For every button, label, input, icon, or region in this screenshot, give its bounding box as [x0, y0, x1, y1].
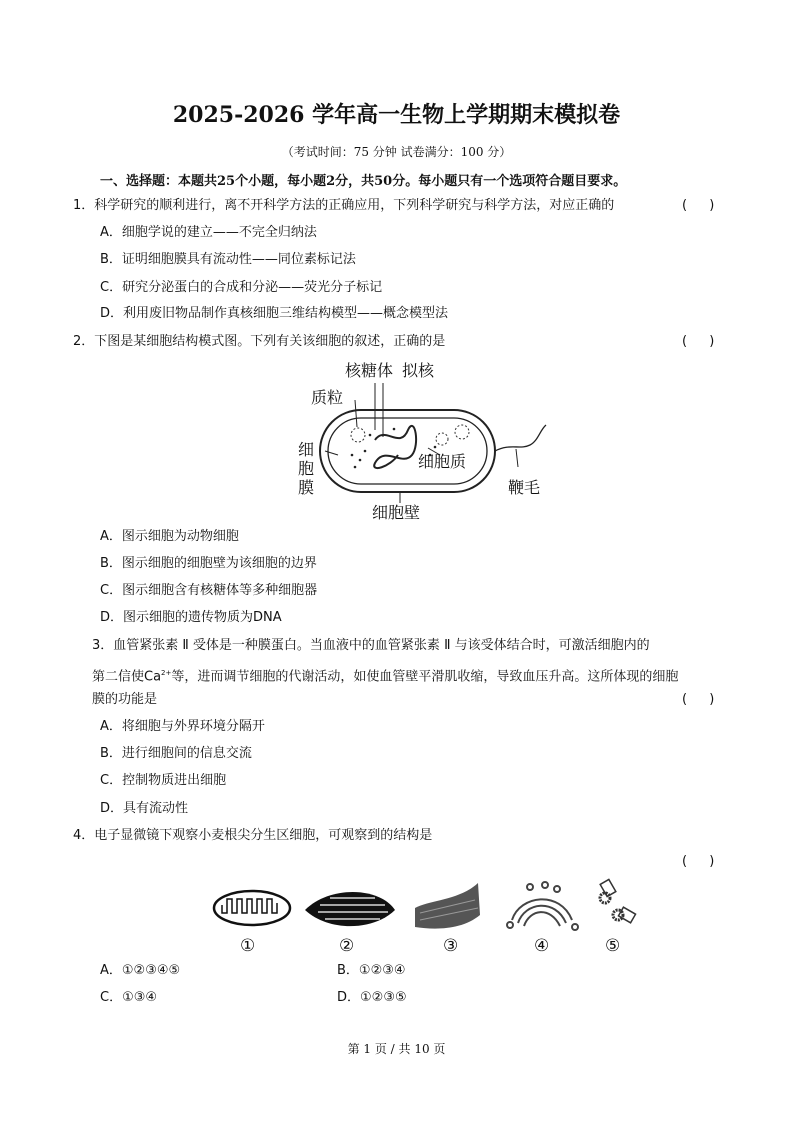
q2-option-b: B．图示细胞的细胞壁为该细胞的边界 — [100, 556, 317, 571]
q1-option-a: A．细胞学说的建立——不完全归纳法 — [100, 225, 317, 240]
q3-option-a: A．将细胞与外界环境分隔开 — [100, 719, 265, 734]
label-membrane: 膜 — [298, 478, 315, 497]
label-cytoplasm: 细胞质 — [418, 452, 467, 471]
question-4-stem: 4．电子显微镜下观察小麦根尖分生区细胞，可观察到的结构是 — [73, 828, 433, 843]
answer-paren: ( ) — [682, 334, 715, 349]
label-membrane: 胞 — [298, 459, 315, 478]
label-plasmid: 质粒 — [311, 388, 344, 407]
centriole-image — [600, 879, 636, 922]
q4-option-d: D．①②③⑤ — [337, 990, 407, 1005]
q4-option-a: A．①②③④⑤ — [100, 963, 181, 978]
exam-info: （考试时间：75 分钟 试卷满分：100 分） — [281, 145, 512, 159]
golgi-apparatus-image — [507, 882, 578, 930]
q1-option-d: D．利用废旧物品制作真核细胞三维结构模型——概念模型法 — [100, 306, 449, 321]
text: 第二信使Ca — [92, 669, 162, 685]
q3-option-d: D．具有流动性 — [100, 801, 189, 816]
label-5: ⑤ — [605, 936, 621, 956]
label-cell-wall: 细胞壁 — [372, 503, 421, 522]
question-1-stem: 1．科学研究的顺利进行，离不开科学方法的正确应用，下列科学研究与科学方法，对应正确的 — [73, 198, 615, 213]
organelle-images — [200, 875, 650, 935]
label-nucleoid: 拟核 — [402, 361, 435, 380]
q1-option-b: B．证明细胞膜具有流动性——同位素标记法 — [100, 252, 356, 267]
q4-option-b: B．①②③④ — [337, 963, 406, 978]
answer-paren: ( ) — [682, 692, 715, 707]
question-3-line-3: 膜的功能是 — [92, 692, 158, 707]
label-2: ② — [339, 936, 355, 956]
q3-option-c: C．控制物质进出细胞 — [100, 773, 227, 788]
page-title: 2025-2026 学年高一生物上学期期末模拟卷 — [172, 102, 621, 128]
endoplasmic-reticulum-image — [415, 883, 480, 929]
answer-paren: ( ) — [682, 854, 715, 869]
mitochondrion-image — [214, 891, 290, 925]
section-heading: 一、选择题：本题共25个小题，每小题2分，共50分。每小题只有一个选项符合题目要求。 — [100, 174, 627, 189]
page-footer: 第 1 页 / 共 10 页 — [347, 1042, 446, 1056]
question-2-stem: 2．下图是某细胞结构模式图。下列有关该细胞的叙述，正确的是 — [73, 334, 446, 349]
label-1: ① — [240, 936, 256, 956]
chloroplast-image — [305, 892, 395, 926]
label-4: ④ — [534, 936, 550, 956]
bacterial-cell-diagram — [290, 355, 560, 525]
q4-option-c: C．①③④ — [100, 990, 158, 1005]
answer-paren: ( ) — [682, 198, 715, 213]
text: 等，进而调节细胞的代谢活动，如使血管壁平滑肌收缩，导致血压升高。这所体现的细胞 — [171, 669, 679, 685]
q3-option-b: B．进行细胞间的信息交流 — [100, 746, 252, 761]
label-ribosome: 核糖体 — [345, 361, 394, 380]
question-3-line-1: 3．血管紧张素 Ⅱ 受体是一种膜蛋白。当血液中的血管紧张素 Ⅱ 与该受体结合时，可激活细胞内的 — [92, 638, 650, 653]
label-membrane: 细 — [298, 440, 315, 459]
label-flagellum: 鞭毛 — [508, 478, 541, 497]
superscript: 2+ — [161, 669, 172, 677]
label-3: ③ — [443, 936, 459, 956]
q2-option-d: D．图示细胞的遗传物质为DNA — [100, 610, 282, 625]
q2-option-c: C．图示细胞含有核糖体等多种细胞器 — [100, 583, 318, 598]
q2-option-a: A．图示细胞为动物细胞 — [100, 529, 239, 544]
question-3-line-2 — [92, 665, 678, 685]
q1-option-c: C．研究分泌蛋白的合成和分泌——荧光分子标记 — [100, 280, 383, 295]
